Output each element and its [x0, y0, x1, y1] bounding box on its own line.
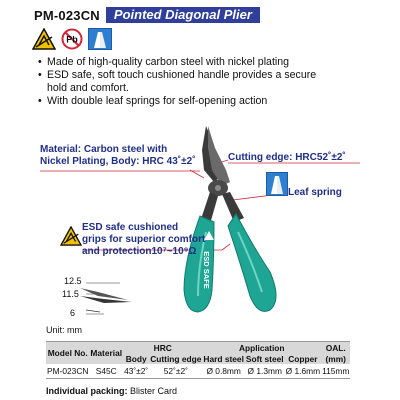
pb-free-label: Pb	[66, 34, 78, 45]
th-oal: OAL.	[321, 342, 350, 354]
packing-label: Individual packing:	[46, 386, 128, 396]
cell-material: S45C	[89, 364, 123, 379]
leaf-spring-icon-large	[266, 172, 288, 201]
esd-callout-line2: grips for superior comfort	[82, 234, 206, 245]
spec-table	[46, 341, 350, 379]
th-material: Material	[89, 342, 123, 365]
cell-copper: Ø 1.6mm	[285, 364, 321, 379]
th-application: Application	[202, 342, 321, 354]
cell-oal: 115mm	[321, 364, 350, 379]
material-callout-line1: Material: Carbon steel with	[40, 144, 168, 155]
esd-callout-line3: and protection10⁷~10⁹Ω	[82, 246, 197, 257]
feature-item: • Made of high-quality carbon steel with nickel plating	[38, 56, 388, 69]
th-soft-steel: Soft steel	[245, 353, 284, 364]
cell-model-no: PM-023CN	[46, 364, 89, 379]
product-name: Pointed Diagonal Plier	[106, 7, 260, 23]
pivot-rivet	[215, 185, 221, 191]
table-row	[46, 364, 350, 379]
esd-callout-icon	[60, 226, 82, 251]
table-header-row	[46, 342, 350, 354]
leaf-spring-callout: Leaf spring	[288, 187, 342, 198]
cell-body: 43˚±2˚	[123, 364, 149, 379]
esd-callout-line1: ESD safe cushioned	[82, 222, 179, 233]
packing-value: Blister Card	[130, 386, 178, 396]
cell-soft-steel: Ø 1.3mm	[245, 364, 285, 379]
th-hard-steel: Hard steel	[203, 353, 244, 364]
feature-item: • ESD safe, soft touch cushioned handle provides a secure	[38, 69, 388, 82]
material-callout	[40, 144, 210, 168]
dimension-label-12-5: 12.5	[64, 276, 82, 286]
cutting-edge-callout: Cutting edge: HRC52˚±2˚	[228, 152, 346, 163]
th-cutting-edge: Cutting edge	[150, 353, 202, 364]
cell-hard-steel: Ø 0.8mm	[202, 364, 245, 379]
handle-esd-text: ESD SAFE	[202, 251, 211, 289]
feature-item-continued: hold and comfort.	[47, 82, 129, 94]
cell-cutting-edge: 52˚±2˚	[149, 364, 202, 379]
th-hrc: HRC	[123, 342, 202, 354]
unit-label: Unit: mm	[46, 325, 82, 335]
dimension-label-11-5: 11.5	[62, 289, 79, 299]
th-body: Body	[123, 353, 149, 364]
dimension-drawing	[80, 283, 132, 314]
plier-neck-right	[222, 192, 244, 222]
th-model-no: Model No.	[46, 342, 89, 365]
model-code: PM-023CN	[34, 7, 100, 23]
th-copper: Copper	[285, 353, 321, 364]
dimension-label-6: 6	[70, 308, 76, 318]
packing-info	[46, 386, 177, 396]
th-oal-unit: (mm)	[321, 353, 350, 364]
material-callout-line2: Nickel Plating, Body: HRC 43˚±2˚	[40, 156, 196, 167]
feature-item: • With double leaf springs for self-opening action	[38, 95, 388, 108]
esd-callout	[82, 222, 232, 258]
